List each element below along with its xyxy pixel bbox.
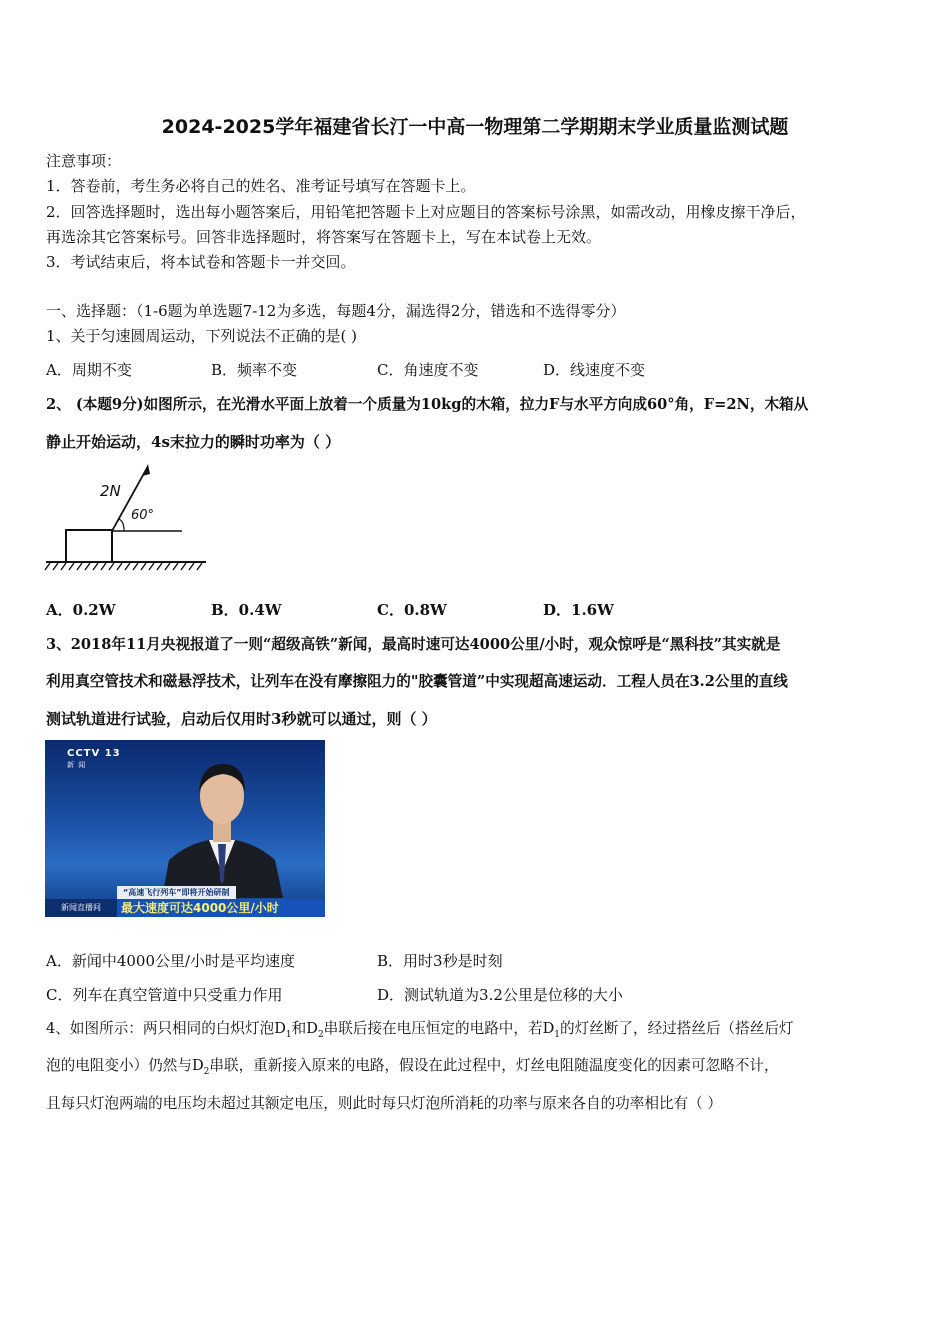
- q2-option-a: A．0.2W: [46, 601, 116, 619]
- news-banner: “高速飞行列车”即将开始研制: [117, 886, 236, 899]
- notice-item: 再选涂其它答案标号。回答非选择题时，将答案写在答题卡上，写在本试卷上无效。: [46, 228, 602, 246]
- angle-label: 60°: [131, 508, 155, 523]
- q3-news-screenshot: [45, 740, 325, 917]
- q4-stem: [46, 1019, 794, 1039]
- q4-text: 的灯丝断了，经过搭丝后（搭丝后灯: [560, 1020, 794, 1037]
- subscript: 2: [317, 1029, 324, 1040]
- subscript: 2: [203, 1066, 210, 1077]
- q4-stem: [46, 1056, 779, 1076]
- q3-option-c: C．列车在真空管道中只受重力作用: [46, 986, 283, 1004]
- wooden-box: [66, 530, 112, 562]
- notice-item: 1．答卷前，考生务必将自己的姓名、准考证号填写在答题卡上。: [46, 177, 476, 195]
- page-title: 2024-2025学年福建省长汀一中高一物理第二学期期末学业质量监测试题: [161, 116, 789, 138]
- q3-option-a-text: A．新闻中4000公里/小时是平均速度: [46, 952, 296, 970]
- q3-stem: 测试轨道进行试验，启动后仅用时3秒就可以通过，则（ ）: [46, 710, 437, 728]
- q2-stem: 2、 (本题9分)如图所示，在光滑水平面上放着一个质量为10kg的木箱，拉力F与水平方向成60°角，F=2N，木箱从: [46, 396, 809, 413]
- q3-option-a: [46, 951, 295, 971]
- q2-option-c: C．0.8W: [377, 601, 447, 619]
- section-heading: 一、选择题：（1-6题为单选题7-12为多选，每题4分，漏选得2分，错选和不选得零分）: [46, 302, 626, 320]
- news-anchor-figure: [157, 748, 287, 898]
- q4-text: 泡的电阻变小）仍然与D: [46, 1057, 204, 1074]
- ground-hatching: [45, 563, 202, 570]
- q2-option-b: B．0.4W: [211, 601, 282, 619]
- q1-option-a: A．周期不变: [46, 361, 132, 379]
- q2-stem: 静止开始运动，4s末拉力的瞬时功率为（ ）: [46, 433, 341, 451]
- angle-arc: [118, 519, 124, 531]
- q3-option-d: D．测试轨道为3.2公里是位移的大小: [377, 986, 623, 1004]
- q1-option-c: C．角速度不变: [377, 361, 479, 379]
- subscript: 1: [554, 1029, 561, 1040]
- q3-option-b: B．用时3秒是时刻: [377, 952, 503, 970]
- q4-text: 串联后接在电压恒定的电路中，若D: [323, 1020, 555, 1037]
- q1-option-b: B．频率不变: [211, 361, 298, 379]
- q2-option-d: D．1.6W: [543, 601, 614, 619]
- subscript: 1: [285, 1029, 292, 1040]
- q1-option-d: D．线速度不变: [543, 361, 646, 379]
- channel-sub: 新 闻: [67, 761, 87, 769]
- q4-text: 4、如图所示：两只相同的白炽灯泡D: [46, 1020, 286, 1037]
- program-tag: 新闻直播间: [45, 899, 117, 917]
- q3-stem: 利用真空管技术和磁悬浮技术，让列车在没有摩擦阻力的"胶囊管道”中实现超高速运动．工程人员在3.2公里的直线: [46, 673, 788, 690]
- notice-item: 3．考试结束后，将本试卷和答题卡一并交回。: [46, 253, 356, 271]
- q4-text: 和D: [291, 1020, 318, 1037]
- news-caption: 最大速度可达4000公里/小时: [121, 901, 279, 915]
- notice-item: 2．回答选择题时，选出每小题答案后，用铅笔把答题卡上对应题目的答案标号涂黑，如需改动，用橡皮擦干净后，: [46, 203, 806, 221]
- q4-text: 串联，重新接入原来的电路，假设在此过程中，灯丝电阻随温度变化的因素可忽略不计，: [209, 1057, 779, 1074]
- q2-force-diagram: [44, 458, 214, 576]
- channel-logo: [67, 748, 121, 770]
- arrow-head: [142, 464, 150, 476]
- force-label: 2N: [100, 482, 121, 500]
- q4-stem: 且每只灯泡两端的电压均未超过其额定电压，则此时每只灯泡所消耗的功率与原来各自的功率相比有（ ）: [46, 1095, 722, 1112]
- q3-stem: 3、2018年11月央视报道了一则“超级高铁”新闻，最高时速可达4000公里/小时，观众惊呼是“黑科技”其实就是: [46, 636, 781, 653]
- notice-heading: 注意事项：: [46, 152, 122, 170]
- channel-name: CCTV 13: [67, 748, 121, 759]
- q1-stem: 1、关于匀速圆周运动，下列说法不正确的是( ): [46, 327, 358, 345]
